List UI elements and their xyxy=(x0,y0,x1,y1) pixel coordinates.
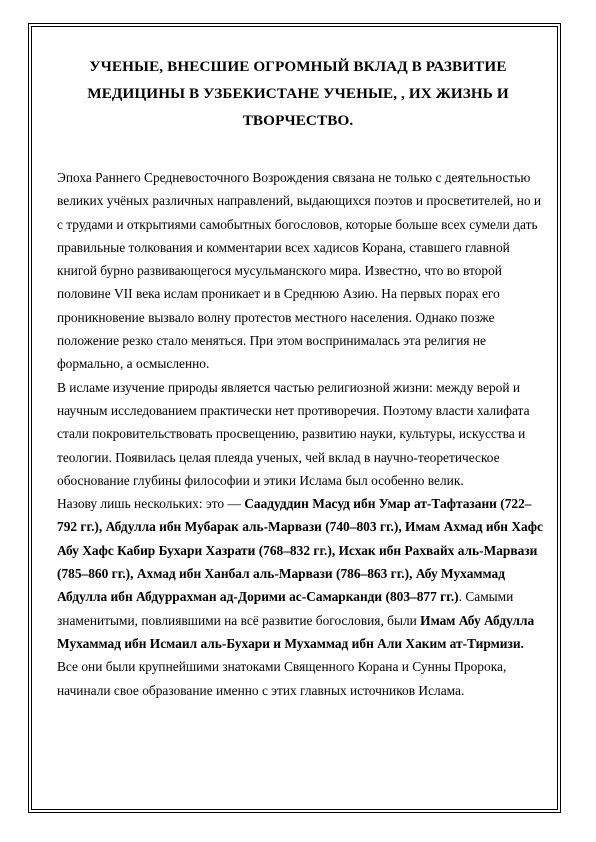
title-line-1: УЧЕНЫЕ, ВНЕСШИЕ ОГРОМНЫЙ ВКЛАД В РАЗВИТИЕ xyxy=(89,58,507,75)
scholars-names-bold: Саадуддин Масуд ибн Умар ат-Тафтазани (722–792 гг.), Абдулла ибн Мубарак аль-Марвази (740–803 гг.), Имам Ахмад ибн Хафс Абу Хафс Кабир Бухари Хазрати (768–832 гг.), Исхак ибн Рахвайх аль-Марвази (785–860 гг.), Ахмад ибн Ханбал аль-Марвази (786–863 гг.), Абу Мухаммад Абдулла ибн Абдуррахман ад-Дорими ас-Самарканди (803–877 гг.) xyxy=(57,496,543,605)
document-title xyxy=(60,53,536,134)
paragraph-scholars-list xyxy=(57,492,543,655)
famous-scholars-bold: Имам Абу Абдулла Мухаммад ибн Исмаил аль-Бухари и Мухаммад ибн Али Хаким ат-Тирмизи. xyxy=(57,612,535,651)
paragraph-quran-sunnah: Все они были крупнейшими знатоками Священного Корана и Сунны Пророка, начинали свое образование именно с этих главных источников Ислама. xyxy=(57,659,507,698)
title-line-2: МЕДИЦИНЫ В УЗБЕКИСТАНЕ УЧЕНЫЕ, , ИХ ЖИЗНЬ И xyxy=(87,85,509,102)
paragraph-islam-science: В исламе изучение природы является частью религиозной жизни: между верой и научным исследованием практически нет противоречия. Поэтому власти халифата стали покровительствовать просвещению, развитию науки, культуры, искусства и теологии. Появилась целая плеяда ученых, чей вклад в научно-теоретическое обоснование глубины философии и этики Ислама был особенно велик. xyxy=(57,379,530,488)
document-body xyxy=(57,166,543,702)
title-line-3: ТВОРЧЕСТВО. xyxy=(242,112,354,129)
paragraph-renaissance-intro: Эпоха Раннего Средневосточного Возрождения связана не только с деятельностью великих учёных различных направлений, выдающихся поэтов и просветителей, но и с трудами и открытиями самобытных богословов, которые больше всех сумели дать правильные толкования и комментарии всех хадисов Корана, ставшего главной книгой бурно развивающегося мусульманского мира. Известно, что во второй половине VII века ислам проникает и в Среднюю Азию. На первых порах его проникновение вызвало волну протестов местного населения. Однако позже положение резко стало меняться. При этом воспринималась эта религия не формально, а осмысленно. xyxy=(57,170,542,372)
scholars-middle-text: . Самыми знаменитыми, повлиявшими на всё развитие богословия, были xyxy=(57,589,514,628)
scholars-intro-text: Назову лишь нескольких: это — xyxy=(57,496,245,512)
